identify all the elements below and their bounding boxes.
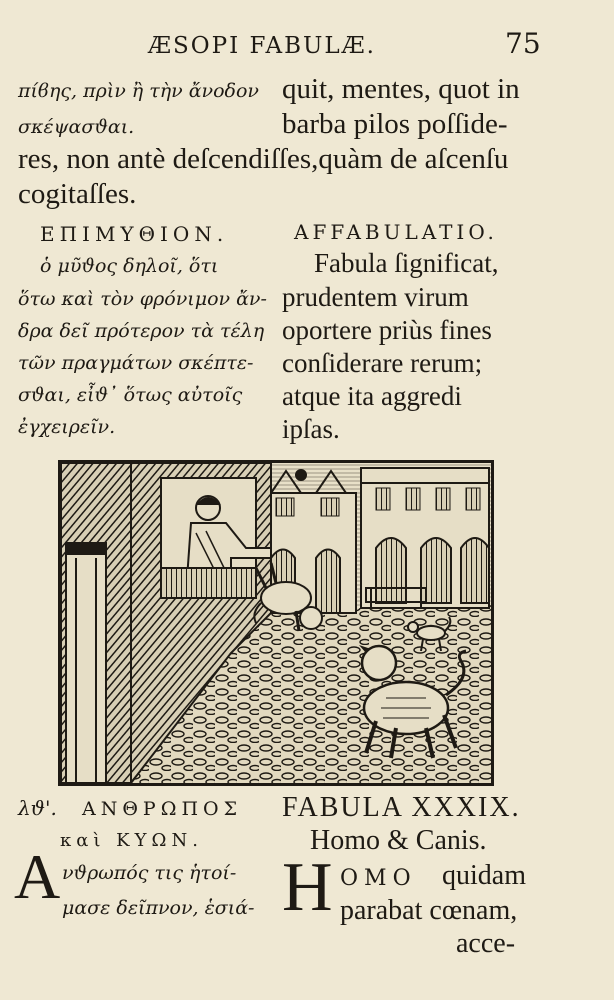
greek-fable-numeral: λϑ'. (18, 796, 57, 820)
greek-top-line-2: σκέψασϑαι. (18, 116, 135, 138)
latin-moral-line: prudentem virum (282, 282, 469, 312)
latin-dropcap: H (282, 849, 333, 926)
woodcut-illustration (58, 460, 494, 786)
woodcut-scene (61, 463, 491, 783)
latin-top-line-4: cogitaſſes. (18, 178, 137, 210)
latin-fable-first-word: OMO (340, 866, 417, 891)
latin-fable-line: parabat cœnam, (340, 895, 518, 926)
greek-fable-title-2: καὶ ΚΥΩΝ. (60, 830, 203, 851)
greek-fable-title-1: ΑΝΘΡΩΠΟΣ (82, 798, 243, 820)
latin-top-line-1: quit, mentes, quot in (282, 73, 520, 105)
latin-moral-heading: AFFABULATIO. (294, 220, 498, 244)
greek-dropcap: Α (14, 841, 61, 912)
greek-fable-line: μασε δεῖπνον, ἑσιά- (62, 897, 255, 919)
latin-moral-line: ipſas. (282, 414, 340, 444)
latin-top-line-2: barba pilos poſſide- (282, 108, 508, 140)
greek-moral-line: σϑαι, εἶϑ᾽ ὅτως αὐτοῖς (18, 384, 243, 406)
latin-moral-line: Fabula ſignificat, (314, 248, 499, 278)
latin-fable-catchword: acce- (456, 928, 516, 959)
greek-moral-line: δρα δεῖ πρότερον τὰ τέλη (18, 320, 265, 342)
greek-fable-line: νϑρωπός τις ἡτοί- (62, 862, 237, 884)
latin-moral-line: atque ita aggredi (282, 381, 462, 411)
latin-moral-line: oportere priùs fines (282, 315, 492, 345)
page-number: 75 (505, 27, 541, 60)
greek-top-line-1: πίϐης, πρὶν ἢ τὴν ἄνοδον (18, 80, 259, 102)
greek-moral-line: ὁ μῦϑος δηλοῖ, ὅτι (40, 255, 219, 277)
latin-fable-heading: FABULA XXXIX. (282, 792, 521, 823)
latin-moral-line: conſiderare rerum; (282, 348, 483, 378)
running-header: ÆSOPI FABULÆ. (148, 33, 376, 59)
greek-moral-heading: ΕΠΙΜΥΘΙΟΝ. (40, 222, 229, 246)
greek-moral-line: ἐγχειρεῖν. (18, 416, 116, 438)
latin-fable-line: quidam (442, 860, 526, 891)
latin-fable-subtitle: Homo & Canis. (310, 825, 487, 856)
greek-moral-line: ὅτω καὶ τὸν φρόνιμον ἄν- (18, 288, 267, 310)
greek-moral-line: τῶν πραγμάτων σκέπτε- (18, 352, 254, 374)
latin-top-line-3: res, non antè deſcendiſſes,quàm de aſcenſu (18, 143, 509, 175)
